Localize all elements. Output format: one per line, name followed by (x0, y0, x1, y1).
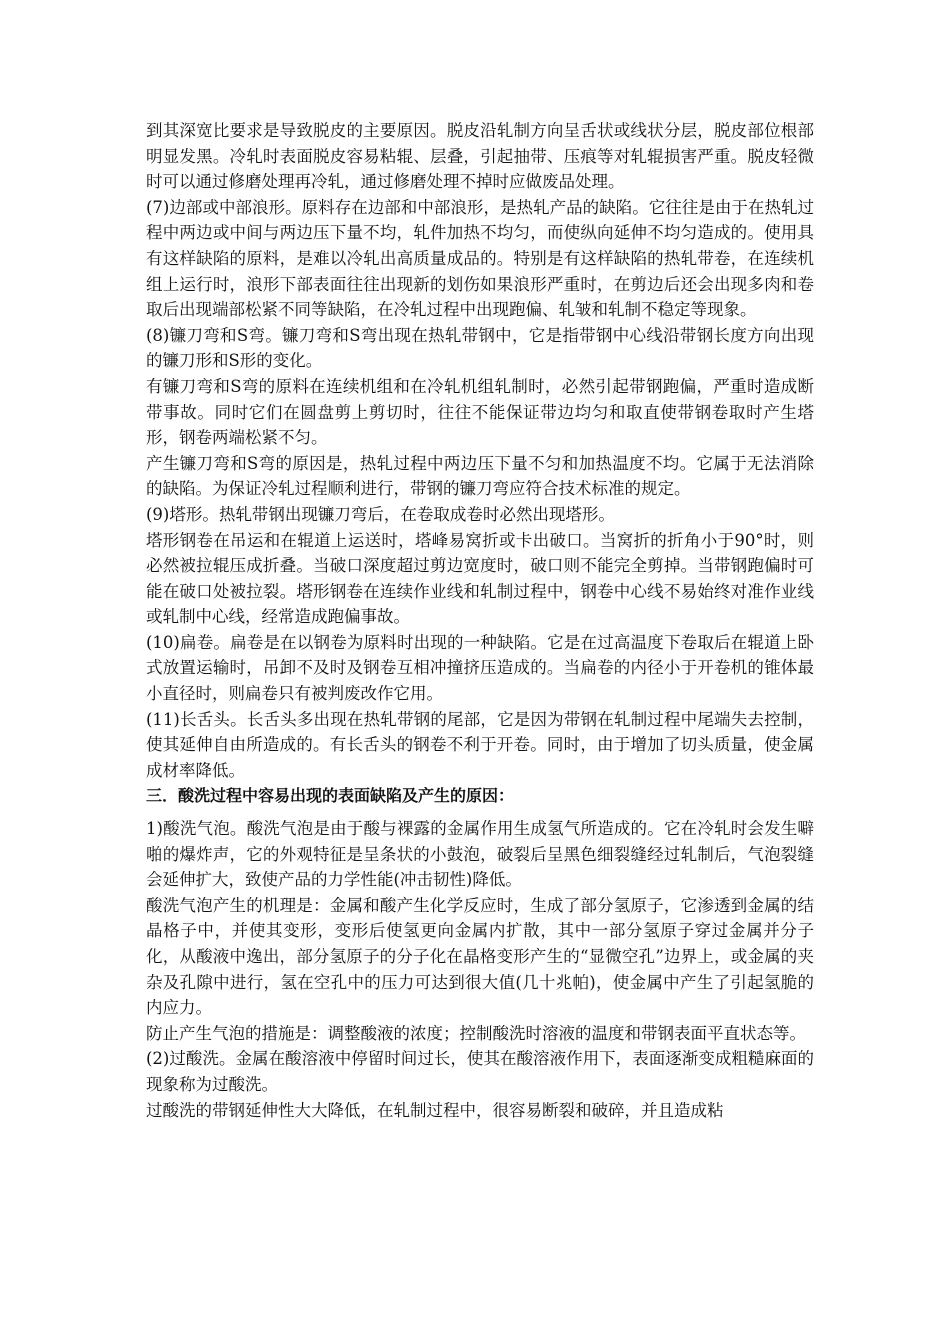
paragraph-camber-causes: 产生镰刀弯和S弯的原因是，热轧过程中两边压下量不匀和加热温度不均。它属于无法消除的缺陷。为保证冷轧过程顺利进行，带钢的镰刀弯应符合技术标准的规定。 (146, 453, 814, 499)
paragraph-telescoping-effects: 塔形钢卷在吊运和在辊道上运送时，塔峰易窝折或卡出破口。当窝折的折角小于90°时，则必然被拉辊压成折叠。当破口深度超过剪边宽度时，破口则不能完全剪掉。当带钢跑偏时可能在破口处被拉裂。塔形钢卷在连续作业线和轧制过程中，钢卷中心线不易始终对准作业线或轧制中心线，经常造成跑偏事故。 (146, 530, 814, 627)
paragraph-over-pickling-effects: 过酸洗的带钢延伸性大大降低，在轧制过程中，很容易断裂和破碎，并且造成粘 (146, 1100, 724, 1120)
paragraph-blister-mechanism: 酸洗气泡产生的机理是：金属和酸产生化学反应时，生成了部分氢原子，它渗透到金属的结晶格子中，并使其变形，变形后使氢更向金属内扩散，其中一部分氢原子穿过金属并分子化，从酸液中逸出，部分氢原子的分子化在晶格变形产生的“显微空孔”边界上，或金属的夹杂及孔隙中进行，氢在空孔中的压力可达到很大值(几十兆帕)，使金属中产生了引起氢脆的内应力。 (146, 895, 814, 1018)
paragraph-pickling-blister: 1)酸洗气泡。酸洗气泡是由于酸与裸露的金属作用生成氢气所造成的。它在冷轧时会发生噼啪的爆炸声，它的外观特征是呈条状的小鼓泡，破裂后呈黑色细裂缝经过轧制后，气泡裂缝会延伸扩大，致使产品的力学性能(冲击韧性)降低。 (146, 819, 814, 890)
paragraph-flat-coil: (10)扁卷。扁卷是在以钢卷为原料时出现的一种缺陷。它是在过高温度下卷取后在辊道上卧式放置运输时，吊卸不及时及钢卷互相冲撞挤压造成的。当扁卷的内径小于开卷机的锥体最小直径时，则扁卷只有被判废改作它用。 (146, 632, 814, 704)
paragraph-long-tongue: (11)长舌头。长舌头多出现在热轧带钢的尾部，它是因为带钢在轧制过程中尾端失去控制，使其延伸自由所造成的。有长舌头的钢卷不利于开卷。同时，由于增加了切头质量，使金属成材率降低。 (146, 709, 814, 780)
document-body (146, 118, 814, 1123)
paragraph-camber-s-bend: (8)镰刀弯和S弯。镰刀弯和S弯出现在热轧带钢中，它是指带钢中心线沿带钢长度方向出现的镰刀形和S形的变化。 (146, 325, 814, 371)
paragraph-camber-effects: 有镰刀弯和S弯的原料在连续机组和在冷轧机组轧制时，必然引起带钢跑偏，严重时造成断带事故。同时它们在圆盘剪上剪切时，往往不能保证带边均匀和取直使带钢卷取时产生塔形，钢卷两端松紧不匀。 (146, 376, 814, 448)
paragraph-peeling-continued: 到其深宽比要求是导致脱皮的主要原因。脱皮沿轧制方向呈舌状或线状分层，脱皮部位根部明显发黑。冷轧时表面脱皮容易粘辊、层叠，引起抽带、压痕等对轧辊损害严重。脱皮轻微时可以通过修磨处理再冷轧，通过修磨处理不掉时应做废品处理。 (146, 121, 814, 192)
paragraph-telescoping: (9)塔形。热轧带钢出现镰刀弯后，在卷取成卷时必然出现塔形。 (146, 504, 615, 524)
section-heading: 三．酸洗过程中容易出现的表面缺陷及产生的原因： (146, 786, 515, 806)
paragraph-edge-center-wave: (7)边部或中部浪形。原料存在边部和中部浪形，是热轧产品的缺陷。它往往是由于在热轧过程中两边或中间与两边压下量不均，轧件加热不均匀，而使纵向延伸不均匀造成的。使用具有这样缺陷的原料，是难以冷轧出高质量成品的。特别是有这样缺陷的热轧带卷，在连续机组上运行时，浪形下部表面往往出现新的划伤如果浪形严重时，在剪边后还会出现多肉和卷取后出现端部松紧不同等缺陷，在冷轧过程中出现跑偏、轧皱和轧制不稳定等现象。 (146, 197, 814, 320)
paragraph-over-pickling: (2)过酸洗。金属在酸溶液中停留时间过长，使其在酸溶液作用下，表面逐渐变成粗糙麻面的现象称为过酸洗。 (146, 1049, 814, 1094)
paragraph-blister-prevention: 防止产生气泡的措施是：调整酸液的浓度；控制酸洗时溶液的温度和带钢表面平直状态等。 (146, 1023, 806, 1043)
